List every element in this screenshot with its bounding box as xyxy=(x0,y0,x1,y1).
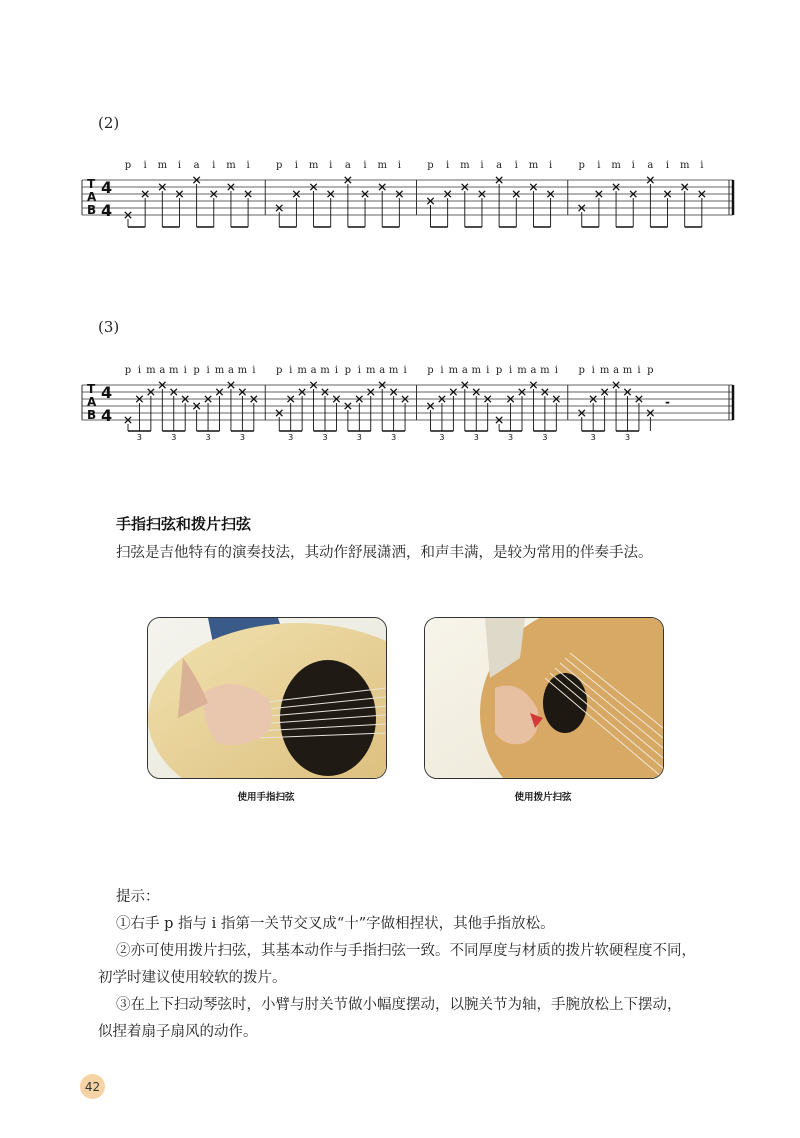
finger-label: a xyxy=(159,365,166,376)
finger-label: m xyxy=(320,365,330,376)
finger-label: i xyxy=(397,160,401,171)
finger-label: i xyxy=(137,365,142,376)
finger-label: a xyxy=(461,365,468,376)
tips-block xyxy=(98,884,736,1046)
photo-finger-strum xyxy=(147,617,387,779)
finger-label: m xyxy=(611,160,621,171)
tuplet-number: 3 xyxy=(136,433,142,442)
finger-label: i xyxy=(591,365,595,376)
finger-label: m xyxy=(517,365,527,376)
finger-label: i xyxy=(440,365,444,376)
finger-label: i xyxy=(206,365,210,376)
tuplet-number: 3 xyxy=(508,433,514,442)
tuplet-number: 3 xyxy=(356,433,362,442)
finger-label: m xyxy=(214,365,225,376)
finger-label: i xyxy=(357,365,361,376)
finger-label: i xyxy=(294,160,299,171)
finger-label: i xyxy=(363,160,367,171)
finger-label: i xyxy=(700,160,704,171)
finger-label: i xyxy=(597,160,601,171)
finger-label: a xyxy=(647,160,654,171)
tab-staff-example-2 xyxy=(0,155,800,255)
finger-label: m xyxy=(388,365,399,376)
finger-label: p xyxy=(124,365,132,376)
photo-caption-pick: 使用拨片扫弦 xyxy=(514,792,572,803)
finger-label: i xyxy=(665,160,670,171)
finger-label: p xyxy=(495,365,503,376)
example-2-label: (2) xyxy=(98,114,120,132)
finger-label: a xyxy=(193,160,200,171)
finger-label: p xyxy=(276,365,283,376)
finger-label: i xyxy=(480,160,484,171)
tuplet-number: 3 xyxy=(239,433,245,442)
finger-label: a xyxy=(379,365,386,376)
finger-label: a xyxy=(227,365,234,376)
finger-label: i xyxy=(486,365,490,376)
finger-label: i xyxy=(514,160,518,171)
finger-label: i xyxy=(637,365,641,376)
tuplet-number: 3 xyxy=(439,433,445,442)
tab-staff-example-3 xyxy=(0,355,800,465)
finger-label: i xyxy=(212,160,216,171)
finger-label: i xyxy=(548,160,553,171)
tab-clef-letter: B xyxy=(87,203,97,217)
page-number: 42 xyxy=(80,1074,105,1099)
time-signature-top: 4 xyxy=(101,178,113,197)
finger-label: m xyxy=(297,365,307,376)
tab-clef-letter: A xyxy=(87,395,97,409)
tip-item-2-cont: 初学时建议使用较软的拨片。 xyxy=(98,970,287,986)
finger-label: a xyxy=(496,160,503,171)
finger-label: i xyxy=(143,160,147,171)
finger-label: i xyxy=(252,365,256,376)
photo-caption-finger: 使用手指扫弦 xyxy=(237,792,295,803)
finger-label: m xyxy=(366,365,376,376)
finger-label: i xyxy=(289,365,293,376)
finger-label: m xyxy=(622,365,633,376)
finger-label: a xyxy=(530,365,537,376)
finger-label: m xyxy=(226,160,236,171)
tip-item-1: ①右手 p 指与 i 指第一关节交叉成“十”字做相捏状，其他手指放松。 xyxy=(116,916,555,932)
tuplet-number: 3 xyxy=(171,433,177,442)
finger-label: p xyxy=(427,365,434,376)
finger-label: p xyxy=(276,160,283,171)
finger-label: p xyxy=(193,365,200,376)
finger-label: i xyxy=(446,160,450,171)
tuplet-number: 3 xyxy=(391,433,397,442)
finger-label: m xyxy=(448,365,459,376)
finger-label: m xyxy=(169,365,179,376)
photo-pick-strum xyxy=(424,617,664,779)
finger-label: p xyxy=(647,365,654,376)
tuplet-number: 3 xyxy=(590,433,596,442)
finger-label: a xyxy=(344,160,351,171)
tips-heading: 提示： xyxy=(116,889,160,905)
finger-label: i xyxy=(183,365,187,376)
finger-label: i xyxy=(554,365,558,376)
finger-label: m xyxy=(146,365,156,376)
finger-label: m xyxy=(540,365,550,376)
finger-label: m xyxy=(528,160,539,171)
finger-label: i xyxy=(177,160,182,171)
finger-label: i xyxy=(631,160,635,171)
tuplet-number: 3 xyxy=(288,433,294,442)
finger-label: p xyxy=(578,365,585,376)
finger-label: m xyxy=(471,365,481,376)
finger-label: i xyxy=(329,160,333,171)
finger-label: p xyxy=(578,160,585,171)
finger-label: i xyxy=(508,365,513,376)
finger-label: i xyxy=(334,365,339,376)
finger-label: i xyxy=(246,160,250,171)
tuplet-number: 3 xyxy=(473,433,479,442)
tip-item-3: ③在上下扫动琴弦时，小臂与肘关节做小幅度摆动，以腕关节为轴，手腕放松上下摆动， xyxy=(116,997,682,1013)
tab-clef-letter: A xyxy=(87,190,97,204)
finger-label: m xyxy=(157,160,168,171)
tuplet-number: 3 xyxy=(542,433,548,442)
section-description: 扫弦是吉他特有的演奏技法，其动作舒展潇洒，和声丰满，是较为常用的伴奏手法。 xyxy=(116,545,653,561)
finger-label: p xyxy=(427,160,434,171)
time-signature-top: 4 xyxy=(101,383,113,402)
finger-label: m xyxy=(237,365,248,376)
finger-label: m xyxy=(599,365,610,376)
time-signature-bottom: 4 xyxy=(101,201,113,220)
tab-clef-letter: B xyxy=(87,408,97,422)
tuplet-number: 3 xyxy=(322,433,328,442)
finger-label: p xyxy=(124,160,132,171)
finger-label: a xyxy=(310,365,317,376)
finger-label: m xyxy=(679,160,690,171)
tuplet-number: 3 xyxy=(205,433,211,442)
finger-label: p xyxy=(344,365,352,376)
tab-clef-letter: T xyxy=(87,382,96,396)
finger-label: m xyxy=(377,160,387,171)
time-signature-bottom: 4 xyxy=(101,406,113,425)
section-title: 手指扫弦和拨片扫弦 xyxy=(116,515,252,533)
finger-label: m xyxy=(460,160,470,171)
tip-item-2: ②亦可使用拨片扫弦，其基本动作与手指扫弦一致。不同厚度与材质的拨片软硬程度不同， xyxy=(116,943,696,959)
finger-label: a xyxy=(613,365,620,376)
example-3-label: (3) xyxy=(98,318,120,336)
tab-clef-letter: T xyxy=(87,177,96,191)
finger-label: m xyxy=(308,160,319,171)
finger-label: i xyxy=(403,365,407,376)
tip-item-3-cont: 似捏着扇子扇风的动作。 xyxy=(98,1024,258,1040)
rest-mark: - xyxy=(665,395,671,409)
tuplet-number: 3 xyxy=(624,433,631,442)
